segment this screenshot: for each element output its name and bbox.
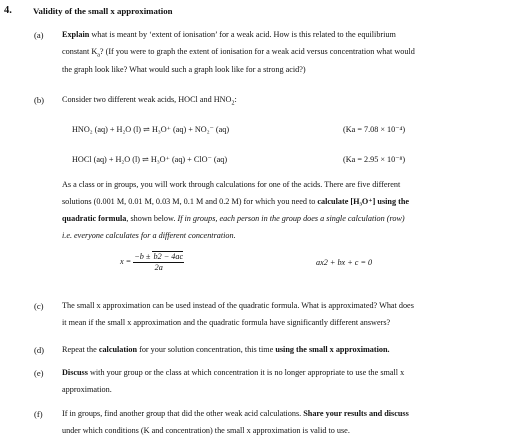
part-b-para-line-2: solutions (0.001 M, 0.01 M, 0.03 M, 0.1 M and 0.2 M) for which you need to calculate [H₃O⁺] using the (62, 197, 410, 206)
ka-hocl: (Ka = 2.95 × 10⁻⁸) (343, 155, 406, 164)
part-c-line-1: The small x approximation can be used instead of the quadratic formula. What is approximated? What does (62, 301, 414, 310)
quadratic-fraction: $\frac{-b \pm b2 - 4ac}{2a}$ (134, 252, 184, 272)
part-a-label: (a) (34, 30, 44, 40)
part-f-label: (f) (34, 409, 43, 419)
part-a-line-1: Explain what is meant by ‘extent of ionisation’ for a weak acid. How is this related to the equilibrium (62, 30, 396, 39)
question-title: Validity of the small x approximation (33, 6, 173, 16)
square-root: b2 − 4ac (153, 252, 184, 261)
equation-hocl: HOCl (aq) + H₂O (l) ⇌ H₃O⁺ (aq) + ClO⁻ (aq) (72, 155, 228, 164)
part-a-line-3: the graph look like? What would such a graph look like for a strong acid?) (62, 65, 306, 74)
equation-hno2: HNO₂ (aq) + H₂O (l) ⇌ H₃O⁺ (aq) + NO₂⁻ (aq) (72, 125, 230, 134)
question-number: 4. (4, 5, 12, 16)
part-b-para-line-4: i.e. everyone calculates for a different concentration. (62, 231, 236, 240)
part-c-label: (c) (34, 301, 44, 311)
part-e-label: (e) (34, 368, 44, 378)
part-b-intro: Consider two different weak acids, HOCl and $HNO_2$: (62, 95, 237, 107)
part-e-line-1: Discuss with your group or the class at which concentration it is no longer appropriate to use the small x (62, 368, 405, 377)
part-b-label: (b) (34, 95, 45, 105)
part-a-bold: Explain (62, 30, 90, 39)
part-b-para-line-3: quadratic formula, shown below. If in groups, each person in the group does a single calculation (row) (62, 214, 405, 223)
part-d-line: Repeat the calculation for your solution concentration, this time using the small x approximation. (62, 345, 390, 354)
part-a-line-2: constant $K_a$? (If you were to graph the extent of ionisation for a weak acid versus concentration what would (62, 47, 415, 59)
part-e-line-2: approximation. (62, 385, 112, 394)
ka-hno2: (Ka = 7.08 × 10⁻⁴) (343, 125, 406, 134)
part-f-line-1: If in groups, find another group that did the other weak acid calculations. Share your results and discuss (62, 409, 409, 418)
part-d-label: (d) (34, 345, 45, 355)
part-c-line-2: it mean if the small x approximation and the quadratic formula have significantly different answers? (62, 318, 391, 327)
part-b-para-line-1: As a class or in groups, you will work through calculations for one of the acids. There are five different (62, 180, 401, 189)
part-f-line-2: under which conditions (K and concentration) the small x approximation is valid to use. (62, 426, 350, 435)
quadratic-equation: ax2 + bx + c = 0 (316, 258, 373, 267)
quadratic-formula: x = $\frac{-b \pm b2 - 4ac}{2a}$ (120, 252, 184, 272)
